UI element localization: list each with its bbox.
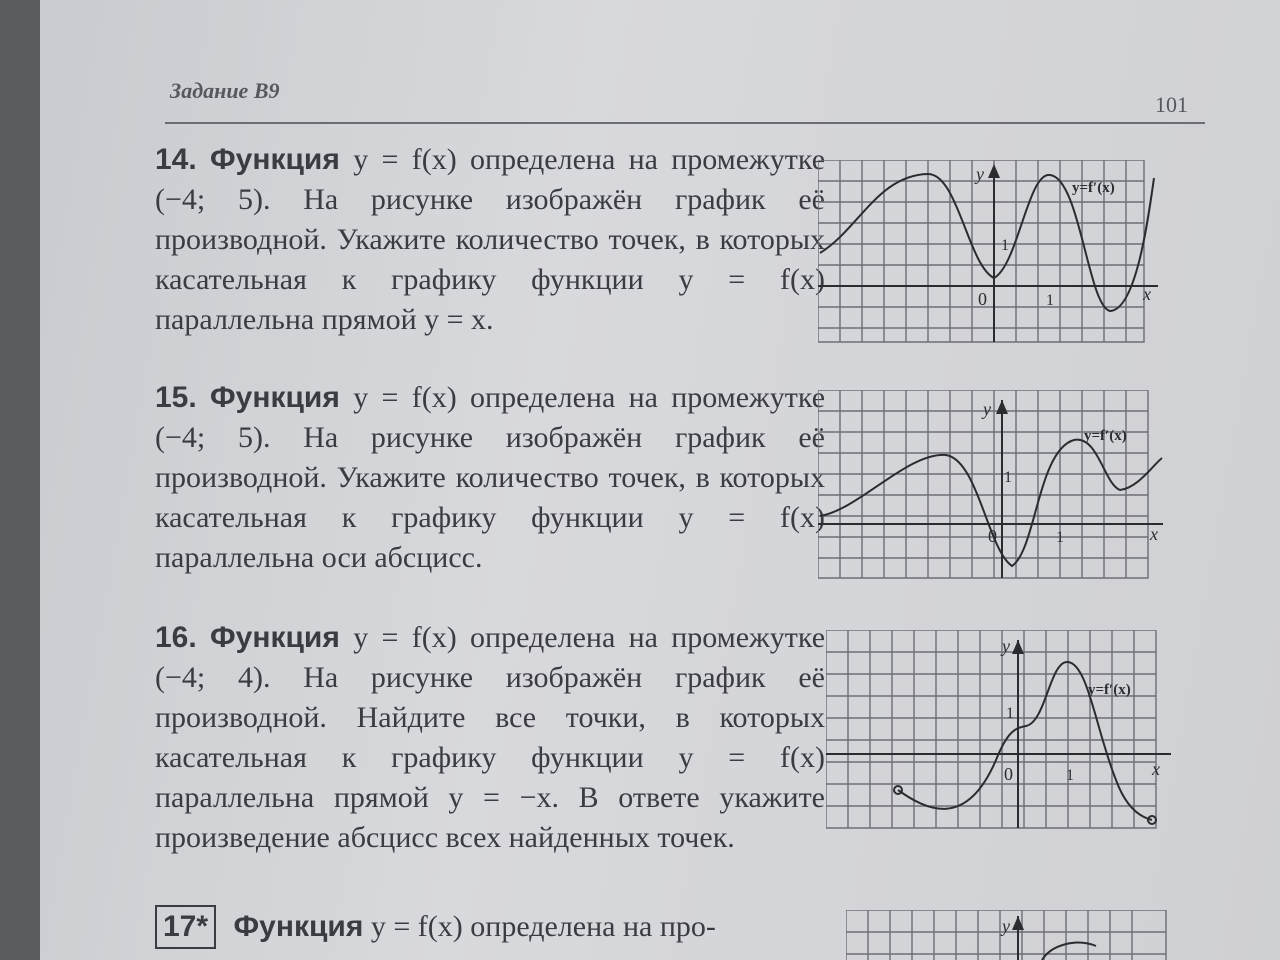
derivative-graph-14 (818, 160, 1158, 345)
unit-y-label: 1 (1004, 469, 1012, 486)
problem-14 (155, 140, 825, 340)
problem-number: 14. (155, 143, 197, 176)
origin-label: 0 (988, 526, 997, 546)
unit-y-label: 1 (1001, 237, 1009, 254)
origin-label: 0 (978, 289, 987, 309)
derivative-graph-15 (818, 390, 1163, 580)
problem-number: 16. (155, 621, 197, 654)
problem-number: 17* (155, 905, 216, 949)
page-number: 101 (1155, 92, 1188, 117)
unit-y-label: 1 (1006, 705, 1014, 722)
curve-label: y=f′(x) (1072, 180, 1115, 196)
x-axis-label: x (1143, 284, 1151, 304)
problem-17 (155, 905, 825, 949)
curve-label: y=f′(x) (1084, 428, 1127, 444)
derivative-graph-17 (846, 910, 1176, 960)
problem-number: 15. (155, 381, 197, 414)
problem-text: y = f(x) определена на про- (370, 910, 716, 943)
unit-x-label: 1 (1066, 767, 1074, 784)
derivative-graph-16 (826, 630, 1171, 830)
header-divider (165, 122, 1205, 124)
problem-lead: Функция (210, 621, 340, 654)
y-axis-label: y (1002, 916, 1010, 936)
curve-label: y=f′(x) (1088, 682, 1131, 698)
x-axis-label: x (1150, 524, 1158, 544)
problem-text: y = f(x) определена на промежутке (−4; 5). На рисунке изображён график её производной. Укажите количество точек, в которых касательная к графику функции y = f(x) параллельна прямой y = x. (155, 143, 826, 336)
problem-15 (155, 378, 825, 578)
y-axis-label: y (983, 399, 991, 419)
problem-16 (155, 618, 825, 858)
y-axis-label: y (1002, 636, 1010, 656)
problem-text: y = f(x) определена на промежутке (−4; 5). На рисунке изображён график её производной. Укажите количество точек, в которых касательная к графику функции y = f(x) параллельна оси абсцисс. (155, 381, 826, 574)
unit-x-label: 1 (1046, 292, 1054, 309)
section-title: Задание В9 (170, 78, 280, 103)
textbook-page (40, 0, 1280, 960)
x-axis-label: x (1152, 759, 1160, 779)
problem-lead: Функция (233, 910, 364, 943)
origin-label: 0 (1004, 764, 1013, 784)
problem-text: y = f(x) определена на промежутке (−4; 4). На рисунке изображён график её производной. Найдите все точки, в которых касательная к графику функции y = f(x) параллельна прямой y = −x. В ответе укажите произведение абсцисс всех найденных точек. (155, 621, 826, 854)
problem-lead: Функция (210, 143, 340, 176)
y-axis-label: y (976, 164, 984, 184)
problem-lead: Функция (210, 381, 340, 414)
unit-x-label: 1 (1056, 529, 1064, 546)
